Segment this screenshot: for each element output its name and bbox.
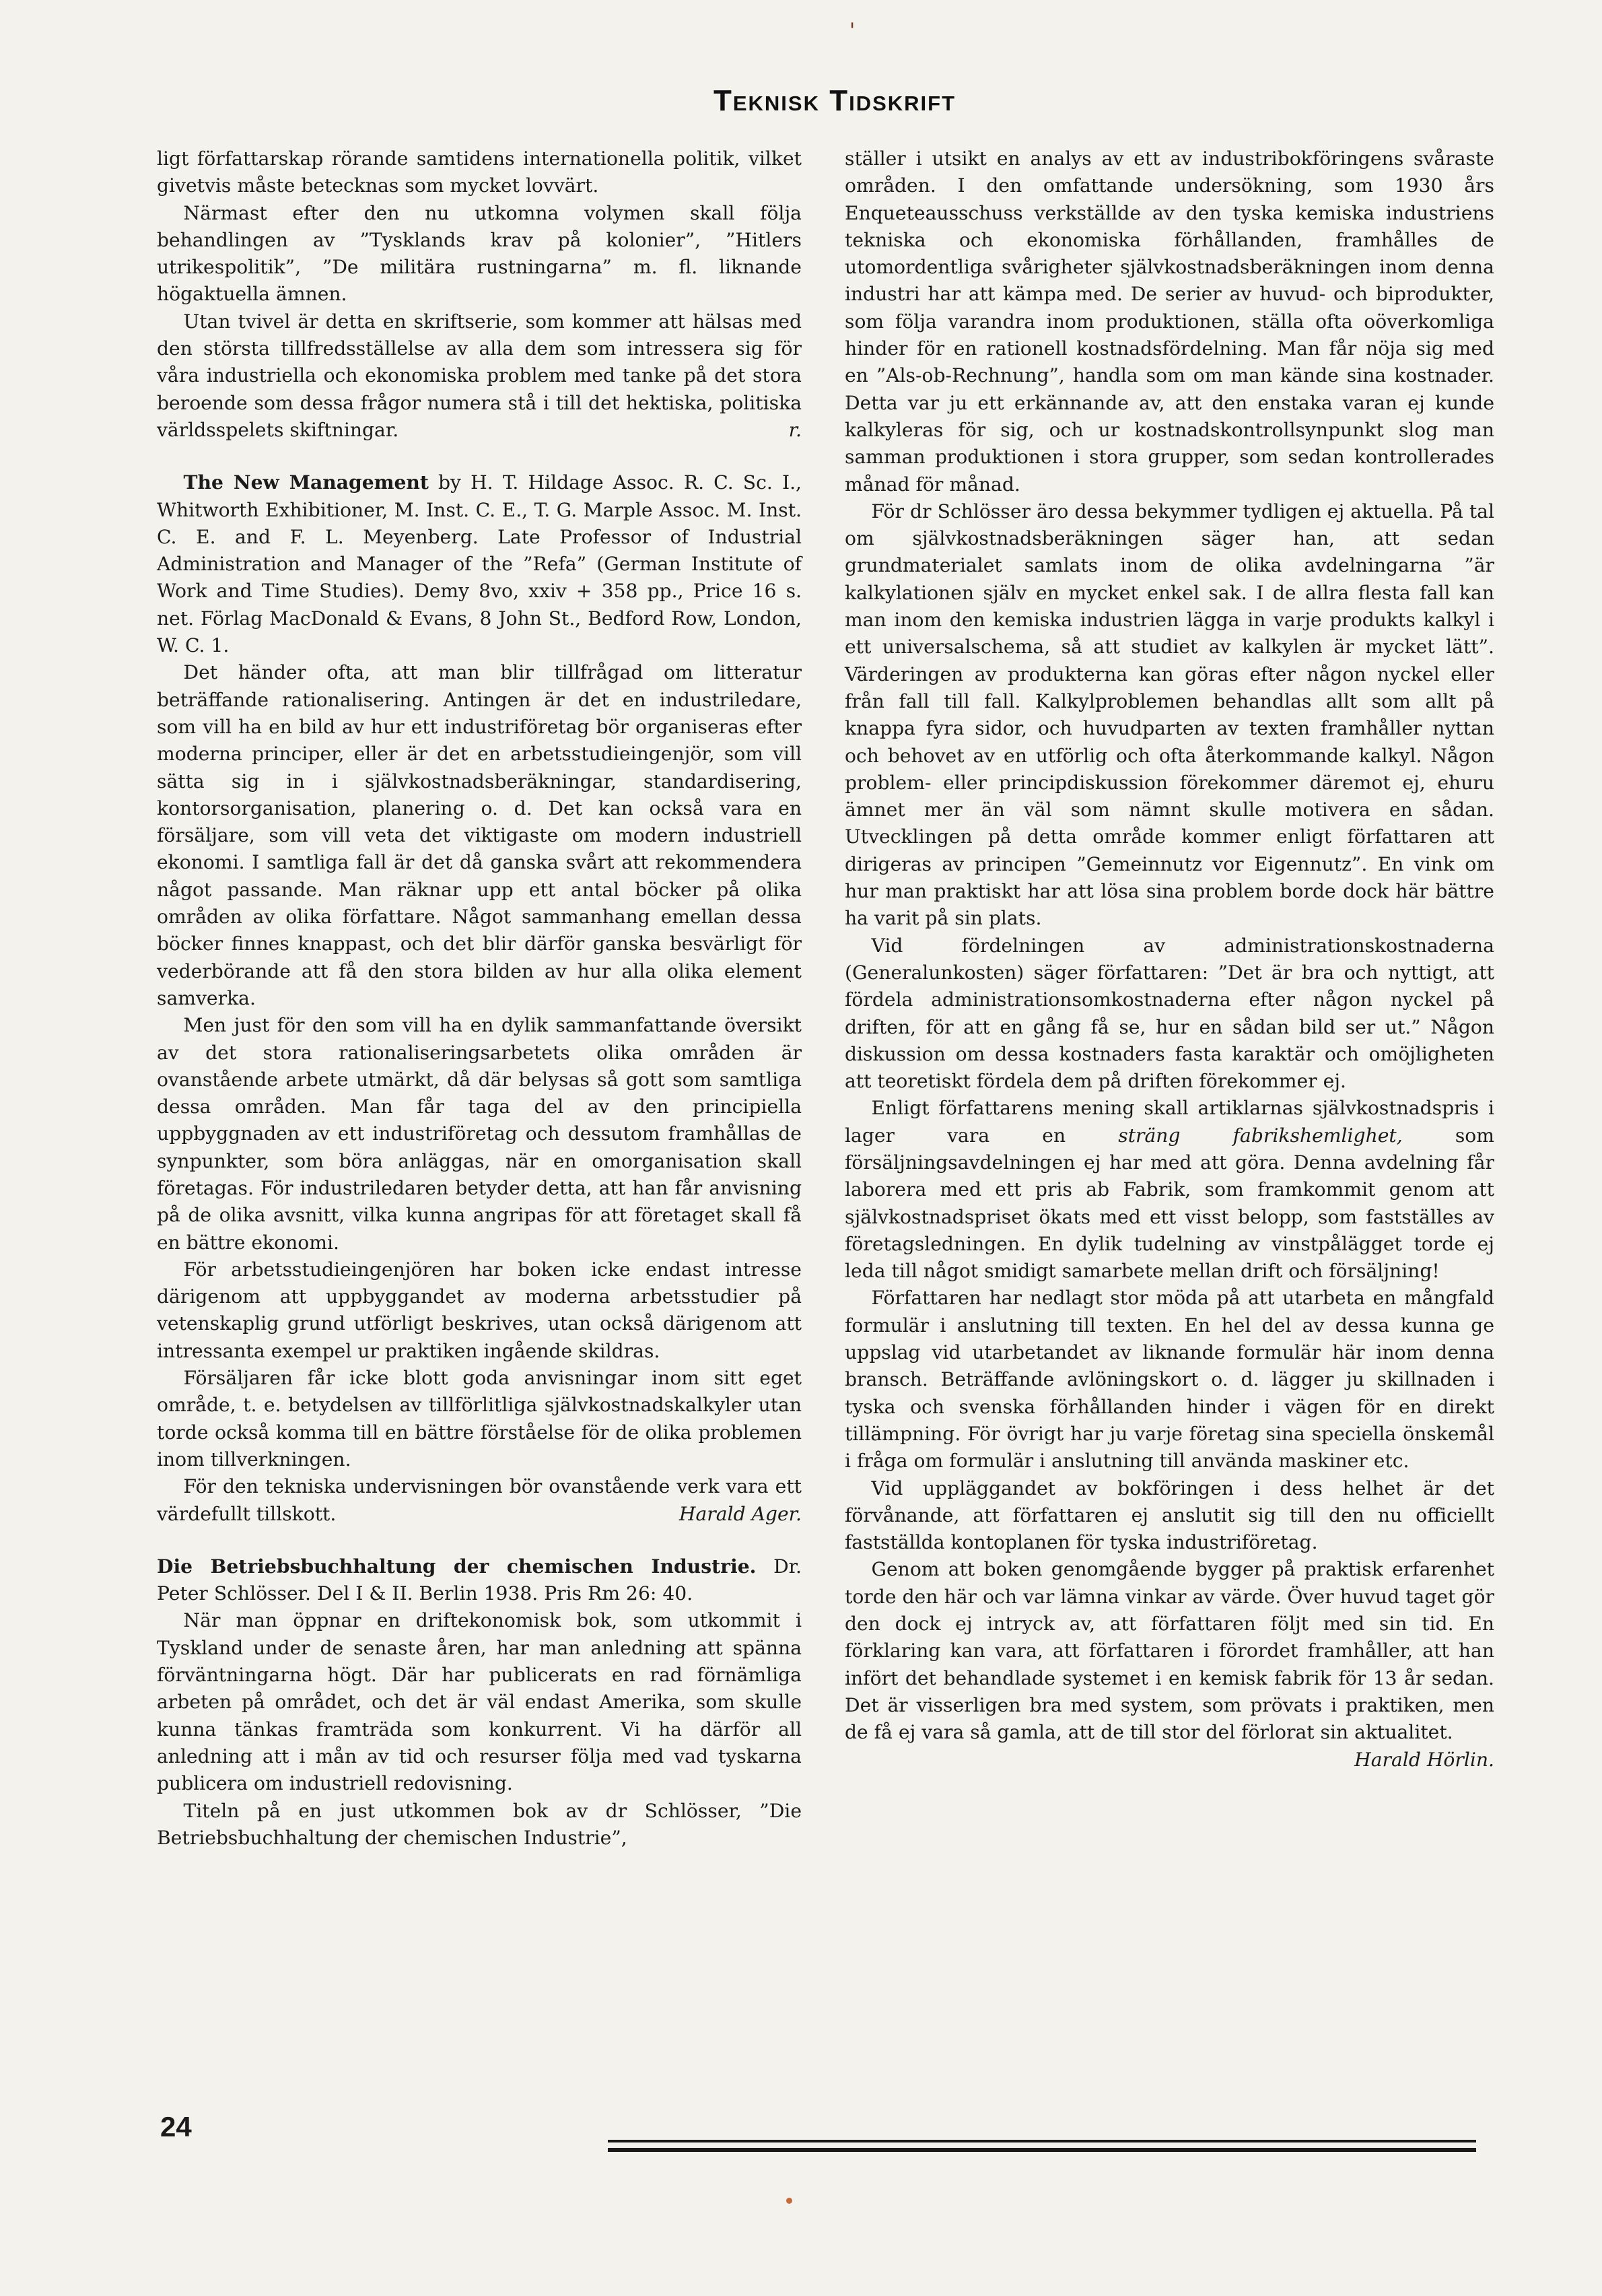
signature: r. [788,418,802,441]
review-title: The New Management [183,471,429,494]
footer-rule-thick [608,2148,1476,2152]
signature: Harald Ager. [678,1502,802,1525]
paragraph [845,1095,1494,1285]
paragraph: För dr Schlösser äro dessa bekymmer tydligen ej aktuella. På tal om självkostnadsberäkningen säger han, att sedan grundmaterialet samlats inom de olika avdelningarna ”är kalkylationen själv en mycket enkel sak. I de allra flesta fall kan man inom den kemiska industrien lägga in varje produkts kalkyl i ett universalschema, så att studiet av kalkylen är mycket lätt”. Värderingen av produkterna kan göras efter någon nyckel eller från fall till fall. Kalkylproblemen behandlas allt som allt på knappa fyra sidor, och huvudparten av texten framhåller nyttan och behovet av en utförlig och ofta återkommande kalkyl. Någon problem- eller principdiskussion förekommer däremot ej, ehuru ämnet mer än väl som nämnt skulle motivera en sådan. Utvecklingen på detta område kommer enligt författaren att dirigeras av principen ”Gemeinnutz vor Eigennutz”. En vink om hur man praktiskt har att lösa sina problem borde dock här bättre ha varit på sin plats. [845,500,1494,930]
paragraph: Vid uppläggandet av bokföringen i dess helhet är det förvånande, att författaren ej anslutit sig till den nu officiellt fastställda kontoplanen för tyska industriföretag. [845,1477,1494,1554]
paragraph-text: Enligt författarens mening skall artiklarnas självkostnadspris i lager vara en [845,1097,1494,1147]
paragraph: För arbetsstudieingenjören har boken icke endast intresse därigenom att uppbyggandet av moderna arbetsstudier på vetenskaplig grund utförligt beskrives, utan också därigenom att intressanta exempel ur praktiken ingående skildras. [157,1258,802,1362]
paragraph: Vid fördelningen av administrationskostnaderna (Generalunkosten) säger författaren: ”Det är bra och nyttigt, att fördela administrationsomkostnaderna efter någon nyckel på driften, för att en gång få se, hur en sådan bild ser ut.” Någon diskussion om dessa kostnaders fasta karaktär och omöjligheten att teoretiskt fördela dem på driften förekommer ej. [845,934,1494,1093]
review-bibliography: Dr. Peter Schlösser. Del I & II. Berlin 1938. Pris Rm 26: 40. [157,1555,802,1605]
paragraph: Närmast efter den nu utkomna volymen skall följa behandlingen av ”Tysklands krav på kolonier”, ”Hitlers utrikespolitik”, ”De militära rustningarna” m. fl. liknande högaktuella ämnen. [157,201,802,306]
top-margin-mark: ' [849,19,856,42]
review-bibliography: by H. T. Hildage Assoc. R. C. Sc. I., Whitworth Exhibitioner, M. Inst. C. E., T. G. Marple Assoc. M. Inst. C. E. and F. L. Meyenberg. Late Professor of Industrial Administration and Manager of the ”Refa” (German Institute of Work and Time Studies). Demy 8vo, xxiv + 358 pp., Price 16 s. net. Förlag MacDonald & Evans, 8 John St., Bedford Row, London, W. C. 1. [157,471,802,657]
review-heading [157,469,802,659]
paragraph: Det händer ofta, att man blir tillfrågad om litteratur beträffande rationalisering. Antingen är det en industriledare, som vill ha en bild av hur ett industriföretag bör organiseras efter moderna principer, eller är det en arbetsstudieingenjör, som vill sätta sig in i självkostnadsberäkningar, standardisering, kontorsorganisation, planering o. d. Det kan också vara en försäljare, som vill veta det viktigaste om modern industriell ekonomi. I samtliga fall är det då ganska svårt att rekommendera något passande. Man räknar upp ett antal böcker på olika områden av olika författare. Något sammanhang emellan dessa böcker finnes knappast, och det blir därför ganska besvärligt för vederbörande att få den stora bilden av hur alla olika element samverka. [157,661,802,1009]
footer-rule-thin [608,2140,1476,2142]
review-title: Die Betriebsbuchhaltung der chemischen Industrie. [157,1555,757,1578]
paragraph: Men just för den som vill ha en dylik sammanfattande översikt av det stora rationaliseringsarbetets olika områden är ovanstående arbete utmärkt, då där belysas så gott som samtliga dessa områden. Man får taga del av den principiella uppbyggnaden av ett industriföretag och dessutom framhållas de synpunkter, som böra anläggas, när en omorganisation skall företagas. För industriledaren betyder detta, att han får anvisning på de olika avsnitt, vilka kunna angripas för att företaget skall få en bättre ekonomi. [157,1014,802,1254]
paragraph: Försäljaren får icke blott goda anvisningar inom sitt eget område, t. e. betydelsen av tillförlitliga självkostnadskalkyler utan torde också komma till en bättre förståelse för de olika problemen inom tillverkningen. [157,1367,802,1471]
emphasis-text: sträng fabrikshemlighet, [1118,1124,1403,1147]
page-number: 24 [160,2111,192,2142]
journal-title: Teknisk Tidskrift [713,84,956,117]
left-column [157,145,802,1852]
paragraph: Författaren har nedlagt stor möda på att utarbeta en mångfald formulär i anslutning till texten. En hel del av dessa kunna ge uppslag vid utarbetandet av liknande formulär här inom denna bransch. Beträffande avlöningskort o. d. lägger ju skillnaden i tyska och svenska förhållanden hinder i vägen för en direkt tillämpning. För övrigt har ju varje företag sina speciella önskemål i fråga om formulär i anslutning till använda maskiner etc. [845,1287,1494,1473]
paragraph [157,1473,802,1528]
paragraph: ligt författarskap rörande samtidens internationella politik, vilket givetvis måste betecknas som mycket lovvärt. [157,147,802,197]
paragraph-text: Utan tvivel är detta en skriftserie, som kommer att hälsas med den största tillfredsställelse av alla dem som intressera sig för våra industriella och ekonomiska problem med tanke på det stora beroende som dessa frågor numera stå i till det hektiska, politiska världsspelets skiftningar. [157,310,802,441]
review-heading [157,1553,802,1608]
paragraph [157,308,802,444]
paragraph: Titeln på en just utkommen bok av dr Schlösser, ”Die Betriebsbuchhaltung der chemischen Industrie”, [157,1799,802,1849]
paragraph: Genom att boken genomgående bygger på praktisk erfarenhet torde den här och var lämna vinkar av värde. Över huvud taget gör den dock ej intryck av, att författaren följt med sin tid. En förklaring kan vara, att författaren i förordet framhåller, att han infört det behandlade systemet i en kemisk fabrik för 13 år sedan. Det är visserligen bra med system, som prövats i praktiken, men de få ej vara så gamla, att de till stor del förlorat sin aktualitet. [845,1558,1494,1744]
paragraph-text: som försäljningsavdelningen ej har med att göra. Denna avdelning får laborera med ett pris ab Fabrik, som framkommit genom att självkostnadspriset ökats med ett visst belopp, som fastställes av företagsledningen. En dylik tudelning av vinstpålägget torde ej leda till något smidigt samarbete mellan drift och försäljning! [845,1124,1494,1283]
print-dot [786,2198,792,2204]
paragraph: När man öppnar en driftekonomisk bok, som utkommit i Tyskland under de senaste åren, har man anledning att spänna förväntningarna högt. Där har publicerats en rad förnämliga arbeten på området, och det är väl endast Amerika, som skulle kunna tänkas framträda som konkurrent. Vi ha därför all anledning att i mån av tid och resurser följa med vad tyskarna publicera om industriell redovisning. [157,1609,802,1795]
signature: Harald Hörlin. [1354,1748,1494,1771]
paragraph-text: För den tekniska undervisningen bör ovanstående verk vara ett värdefullt tillskott. [157,1475,802,1525]
right-column [845,145,1494,1774]
paragraph: ställer i utsikt en analys av ett av industribokföringens svåraste områden. I den omfattande undersökning, som 1930 års Enqueteausschuss verkställde av den tyska kemiska industriens tekniska och ekonomiska förhållanden, framhålles de utomordentliga svårigheter självkostnadsberäkningen inom denna industri har att kämpa med. De serier av huvud- och biprodukter, som följa varandra inom produktionen, ställa ofta oöverkomliga hinder för en rationell kostnadsfördelning. Man får nöja sig med en ”Als-ob-Rechnung”, handla som om man kände sina kostnader. Detta var ju ett erkännande av, att den enstaka varan ej kunde kalkyleras för sig, och ur kostnadskontrollsynpunkt slog man samman produktionen i stora grupper, som sedan kontrollerades månad för månad. [845,147,1494,496]
